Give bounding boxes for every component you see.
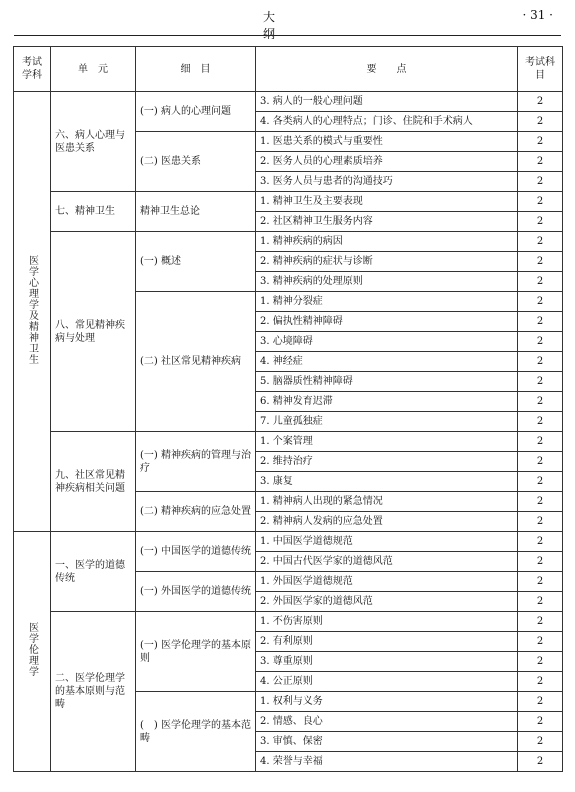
score-cell: 2 (518, 172, 563, 192)
table-row (14, 612, 563, 632)
page-header (0, 8, 575, 41)
table-header-row (14, 47, 563, 92)
header-point: 要 点 (256, 47, 518, 92)
table-row (14, 432, 563, 452)
score-cell: 2 (518, 112, 563, 132)
score-cell: 2 (518, 612, 563, 632)
detail-cell: (一) 精神疾病的管理与治疗 (136, 432, 256, 492)
score-cell: 2 (518, 352, 563, 372)
detail-cell: (一) 医学伦理学的基本原则 (136, 612, 256, 692)
point-cell: 1. 精神病人出现的紧急情况 (256, 492, 518, 512)
score-cell: 2 (518, 712, 563, 732)
score-cell: 2 (518, 192, 563, 212)
score-cell: 2 (518, 492, 563, 512)
detail-cell: (二) 社区常见精神疾病 (136, 292, 256, 432)
point-cell: 5. 脑器质性精神障碍 (256, 372, 518, 392)
score-cell: 2 (518, 152, 563, 172)
subject-cell (14, 532, 51, 772)
detail-cell: (二) 医患关系 (136, 132, 256, 192)
detail-cell: ( ) 医学伦理学的基本范畴 (136, 692, 256, 772)
unit-cell: 九、社区常见精神疾病相关问题 (51, 432, 136, 532)
score-cell: 2 (518, 752, 563, 772)
score-cell: 2 (518, 212, 563, 232)
point-cell: 1. 外国医学道德规范 (256, 572, 518, 592)
header-subject: 考试学科 (14, 47, 51, 92)
point-cell: 1. 精神疾病的病因 (256, 232, 518, 252)
header-unit: 单 元 (51, 47, 136, 92)
score-cell: 2 (518, 412, 563, 432)
score-cell: 2 (518, 372, 563, 392)
point-cell: 1. 权利与义务 (256, 692, 518, 712)
point-cell: 1. 精神分裂症 (256, 292, 518, 312)
point-cell: 2. 维持治疗 (256, 452, 518, 472)
subject-cell (14, 92, 51, 532)
point-cell: 2. 情感、良心 (256, 712, 518, 732)
point-cell: 4. 荣誉与幸福 (256, 752, 518, 772)
score-cell: 2 (518, 732, 563, 752)
score-cell: 2 (518, 672, 563, 692)
point-cell: 6. 精神发育迟滞 (256, 392, 518, 412)
table-row (14, 192, 563, 212)
score-cell: 2 (518, 312, 563, 332)
point-cell: 1. 医患关系的模式与重要性 (256, 132, 518, 152)
score-cell: 2 (518, 132, 563, 152)
score-cell: 2 (518, 452, 563, 472)
header-title: 大 纲 (262, 10, 332, 41)
score-cell: 2 (518, 592, 563, 612)
point-cell: 1. 精神卫生及主要表现 (256, 192, 518, 212)
unit-cell: 七、精神卫生 (51, 192, 136, 232)
detail-cell: (一) 概述 (136, 232, 256, 292)
subject-name: 医学伦理学 (26, 622, 38, 677)
detail-cell: (一) 中国医学的道德传统 (136, 532, 256, 572)
header-detail: 细 目 (136, 47, 256, 92)
point-cell: 7. 儿童孤独症 (256, 412, 518, 432)
detail-cell: (一) 外国医学的道德传统 (136, 572, 256, 612)
score-cell: 2 (518, 392, 563, 412)
score-cell: 2 (518, 692, 563, 712)
score-cell: 2 (518, 332, 563, 352)
unit-name: 六、病人心理与医患关系 (55, 129, 125, 154)
score-cell: 2 (518, 92, 563, 112)
point-cell: 4. 各类病人的心理特点；门诊、住院和手术病人 (256, 112, 518, 132)
score-cell: 2 (518, 632, 563, 652)
table-row (14, 232, 563, 252)
unit-cell: 二、医学伦理学的基本原则与范畴 (51, 612, 136, 772)
score-cell: 2 (518, 532, 563, 552)
score-cell: 2 (518, 432, 563, 452)
score-cell: 2 (518, 652, 563, 672)
point-cell: 2. 医务人员的心理素质培养 (256, 152, 518, 172)
point-cell: 1. 个案管理 (256, 432, 518, 452)
point-cell: 2. 偏执性精神障碍 (256, 312, 518, 332)
point-cell: 4. 公正原则 (256, 672, 518, 692)
unit-cell: 八、常见精神疾病与处理 (51, 232, 136, 432)
point-cell: 3. 精神疾病的处理原则 (256, 272, 518, 292)
point-cell: 4. 神经症 (256, 352, 518, 372)
point-cell: 3. 心境障碍 (256, 332, 518, 352)
score-cell: 2 (518, 252, 563, 272)
point-cell: 1. 不伤害原则 (256, 612, 518, 632)
score-cell: 2 (518, 552, 563, 572)
subject-name: 医学心理学及精神卫生 (26, 254, 38, 365)
unit-cell: 一、医学的道德传统 (51, 532, 136, 612)
point-cell: 3. 康复 (256, 472, 518, 492)
point-cell: 2. 外国医学家的道德风范 (256, 592, 518, 612)
page-number: · 31 · (522, 8, 553, 22)
point-cell: 2. 精神疾病的症状与诊断 (256, 252, 518, 272)
header-score: 考试科目 (518, 47, 563, 92)
score-cell: 2 (518, 232, 563, 252)
point-cell: 3. 审慎、保密 (256, 732, 518, 752)
score-cell: 2 (518, 472, 563, 492)
point-cell: 2. 中国古代医学家的道德风范 (256, 552, 518, 572)
point-cell: 2. 社区精神卫生服务内容 (256, 212, 518, 232)
score-cell: 2 (518, 572, 563, 592)
syllabus-table (13, 46, 563, 772)
point-cell: 3. 尊重原则 (256, 652, 518, 672)
score-cell: 2 (518, 512, 563, 532)
score-cell: 2 (518, 272, 563, 292)
detail-cell: (一) 病人的心理问题 (136, 92, 256, 132)
score-cell: 2 (518, 292, 563, 312)
point-cell: 1. 中国医学道德规范 (256, 532, 518, 552)
point-cell: 2. 精神病人发病的应急处置 (256, 512, 518, 532)
detail-cell: 精神卫生总论 (136, 192, 256, 232)
table-row (14, 532, 563, 552)
table-row (14, 92, 563, 112)
point-cell: 3. 医务人员与患者的沟通技巧 (256, 172, 518, 192)
detail-cell: (二) 精神疾病的应急处置 (136, 492, 256, 532)
unit-cell (51, 92, 136, 192)
point-cell: 3. 病人的一般心理问题 (256, 92, 518, 112)
header-rule (14, 35, 561, 36)
point-cell: 2. 有利原则 (256, 632, 518, 652)
